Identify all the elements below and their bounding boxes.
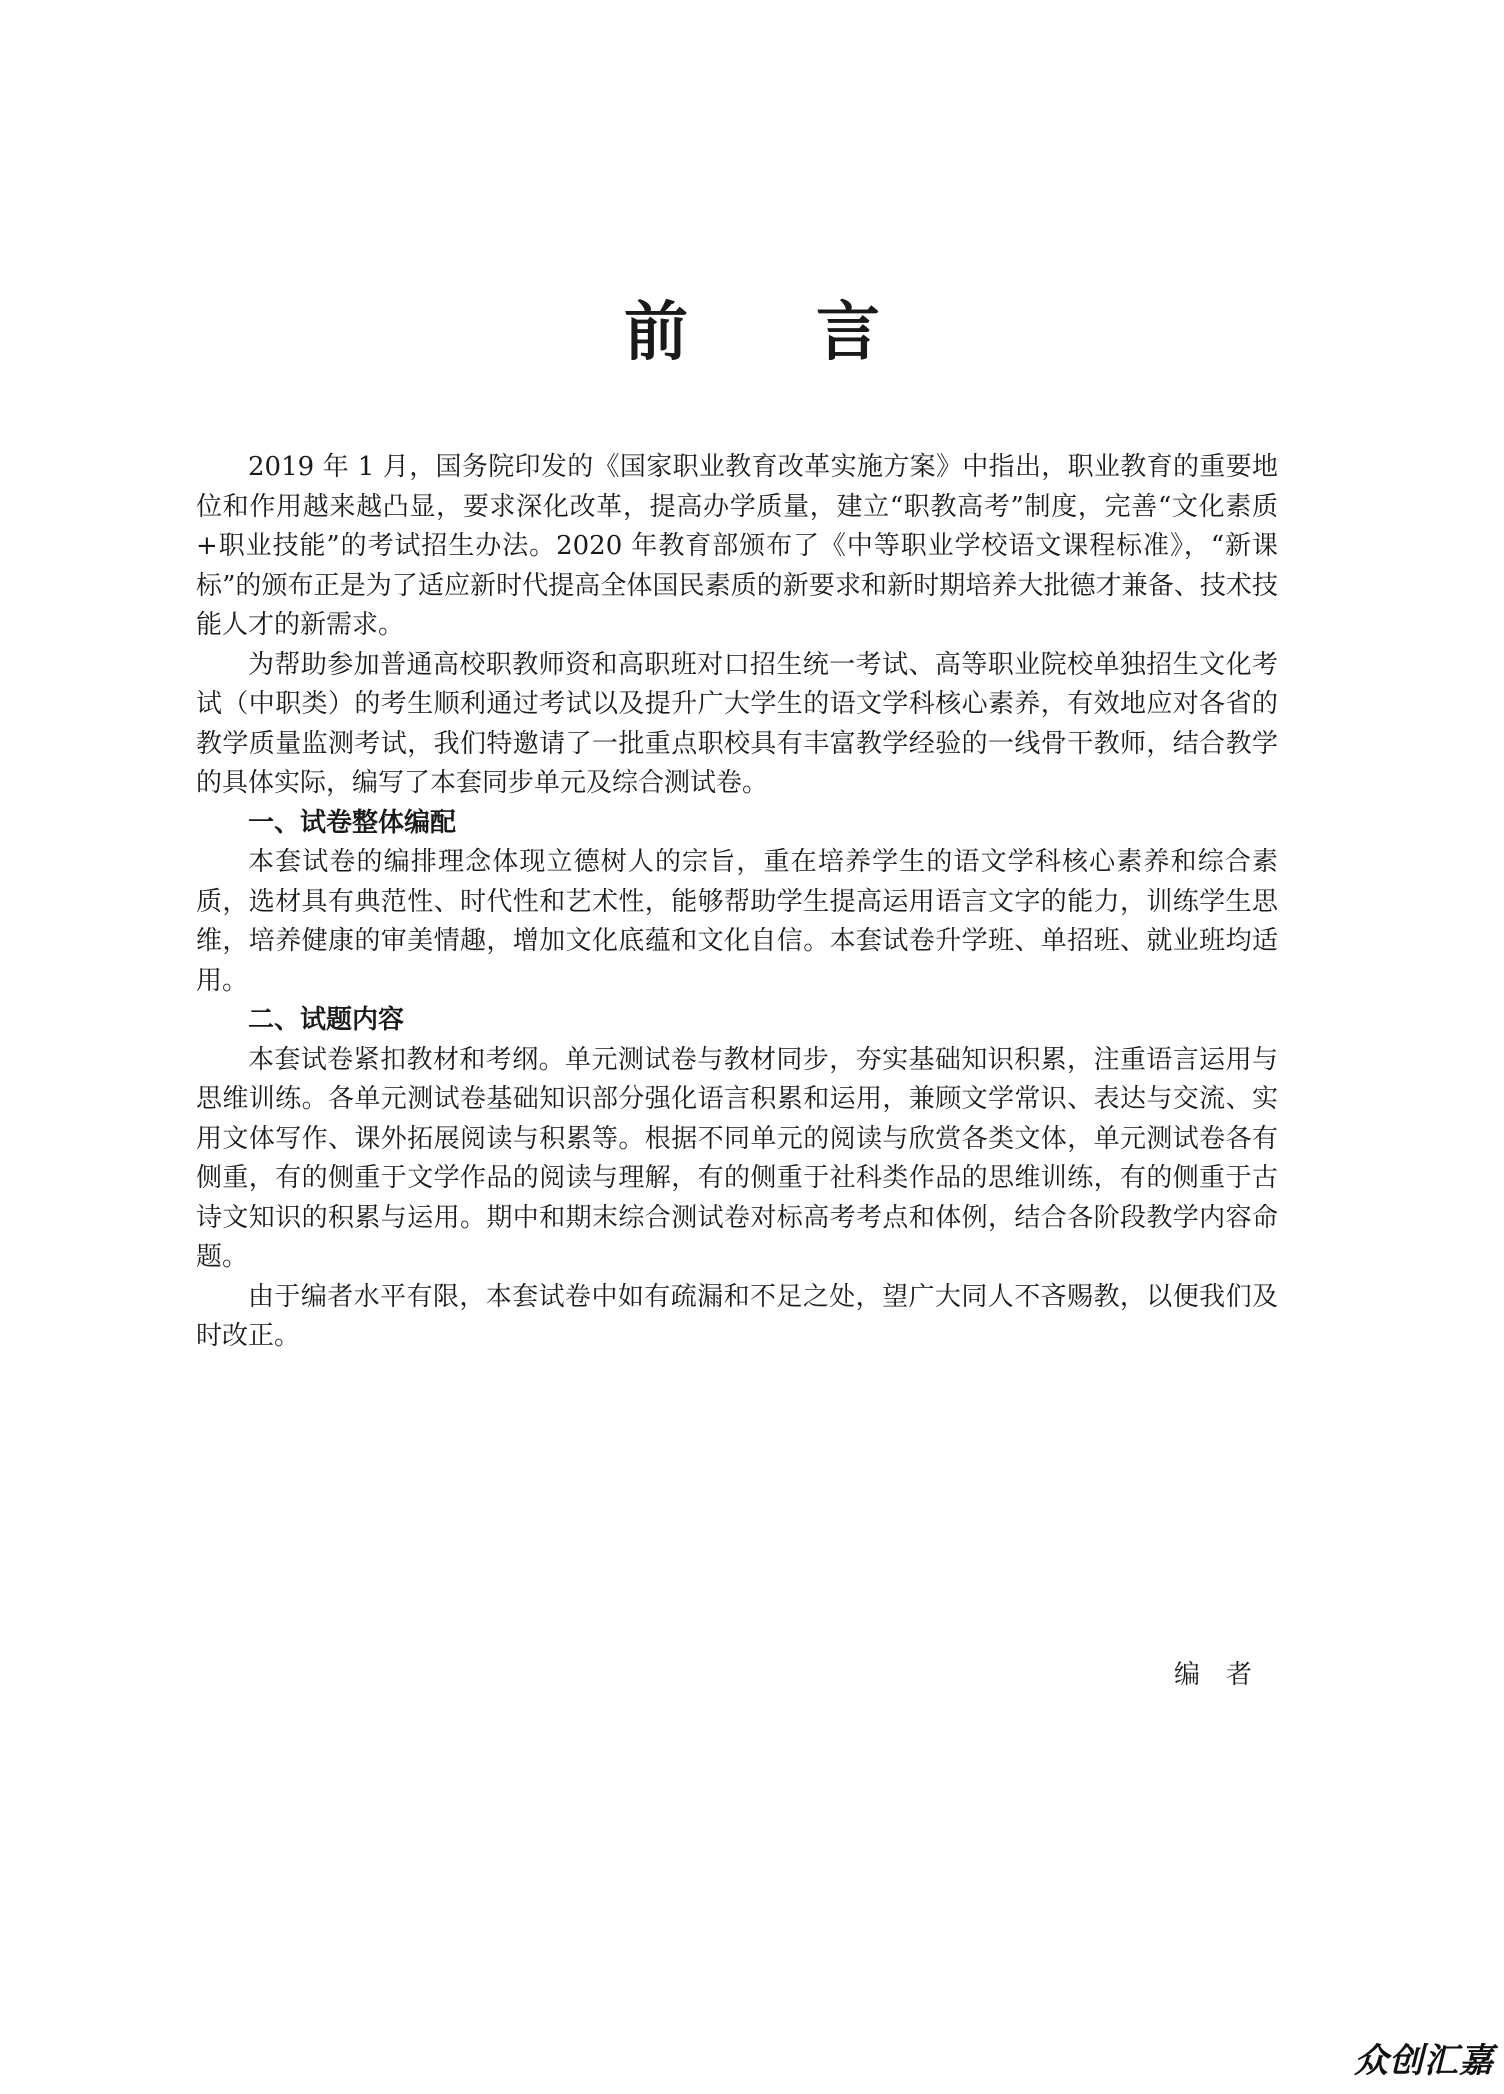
watermark-logo: 众创汇嘉 xyxy=(1354,2041,1494,2081)
section-heading-content: 二、试题内容 xyxy=(248,1005,405,1035)
section-body-content: 本套试卷紧扣教材和考纲。单元测试卷与教材同步，夯实基础知识积累，注重语言运用与思维训练。各单元测试卷基础知识部分强化语言积累和运用，兼顾文学常识、表达与交流、实用文体写作、课外拓展阅读与积累等。根据不同单元的阅读与欣赏各类文体，单元测试卷各有侧重，有的侧重于文学作品的阅读与理解，有的侧重于社科类作品的思维训练，有的侧重于古诗文知识的积累与运用。期中和期末综合测试卷对标高考考点和体例，结合各阶段教学内容命题。 xyxy=(196,1044,1278,1272)
page-title: 前言 xyxy=(624,295,1008,370)
paragraph-intro: 2019 年 1 月，国务院印发的《国家职业教育改革实施方案》中指出，职业教育的重要地位和作用越来越凸显，要求深化改革，提高办学质量，建立“职教高考”制度，完善“文化素质+职业技能”的考试招生办法。2020 年教育部颁布了《中等职业学校语文课程标准》，“新课标”的颁布正是为了适应新时代提高全体国民素质的新要求和新时期培养大批德才兼备、技术技能人才的新需求。 xyxy=(196,452,1278,640)
author-signature: 编者 xyxy=(1173,1660,1278,1690)
paragraph-closing: 由于编者水平有限，本套试卷中如有疏漏和不足之处，望广大同人不吝赐教，以便我们及时改正。 xyxy=(196,1281,1278,1351)
paragraph-purpose: 为帮助参加普通高校职教师资和高职班对口招生统一考试、高等职业院校单独招生文化考试（中职类）的考生顺利通过考试以及提升广大学生的语文学科核心素养，有效地应对各省的教学质量监测考试，我们特邀请了一批重点职校具有丰富教学经验的一线骨干教师，结合教学的具体实际，编写了本套同步单元及综合测试卷。 xyxy=(196,649,1278,798)
section-heading-overall: 一、试卷整体编配 xyxy=(248,807,457,838)
section-body-overall: 本套试卷的编排理念体现立德树人的宗旨，重在培养学生的语文学科核心素养和综合素质，选材具有典范性、时代性和艺术性，能够帮助学生提高运用语言文字的能力，训练学生思维，培养健康的审美情趣，增加文化底蕴和文化自信。本套试卷升学班、单招班、就业班均适用。 xyxy=(196,847,1278,996)
preface-body xyxy=(196,448,1278,1357)
